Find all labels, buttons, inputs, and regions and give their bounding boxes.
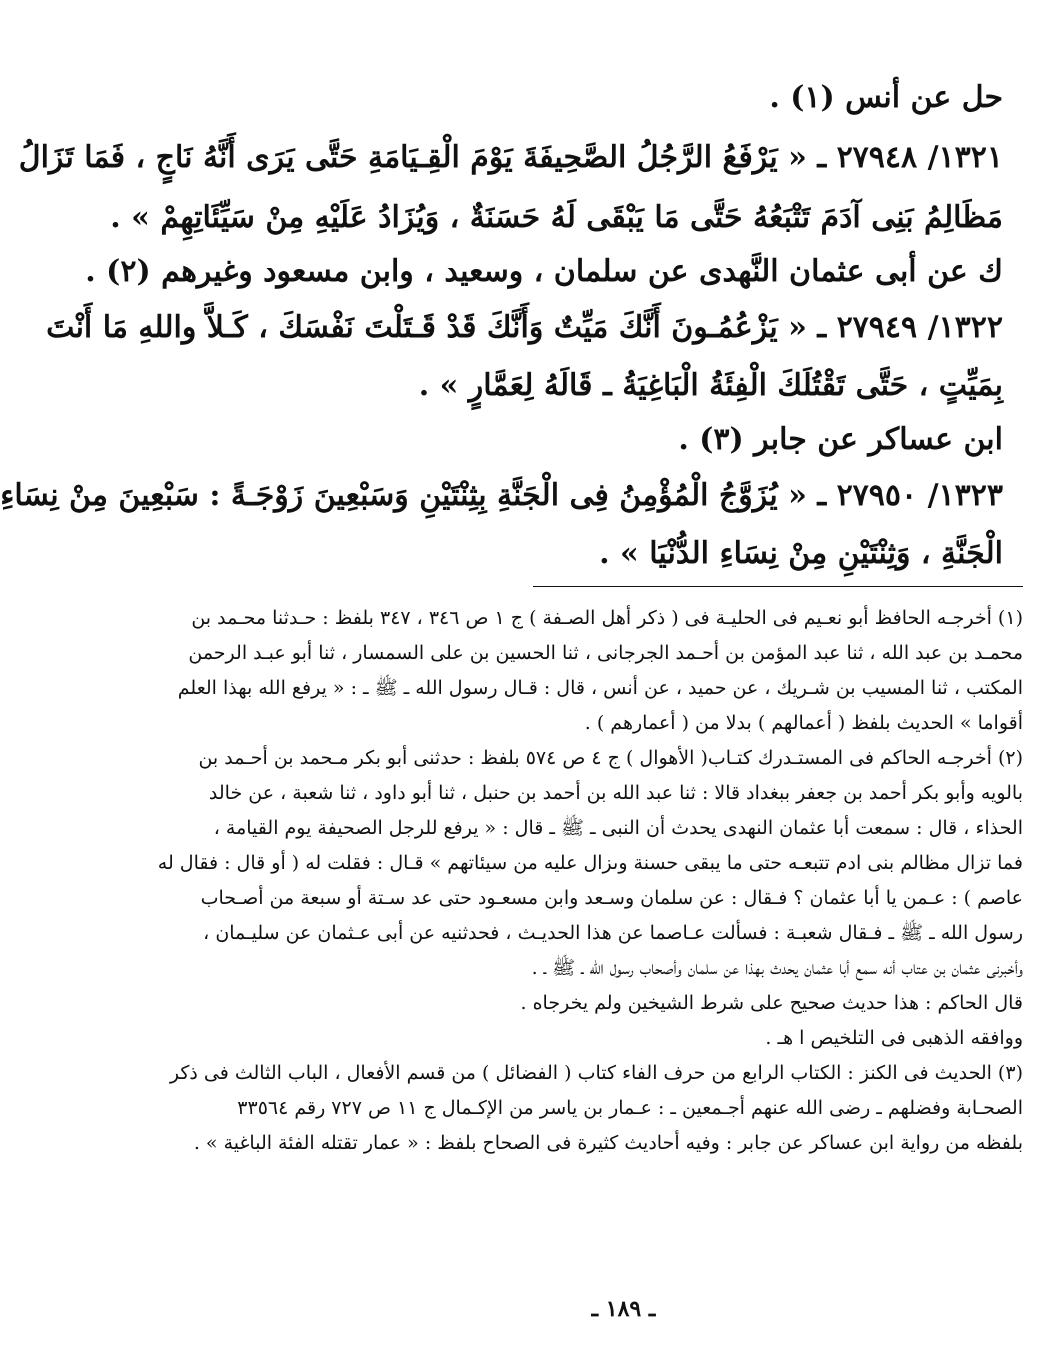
hadith-1321-source: ك عن أبى عثمان النَّهدى عن سلمان ، وسعيد ، وابن مسعود وغيرهم (٢) .	[85, 254, 1003, 289]
footnote-3-line-3: بلفظه من رواية ابن عساكر عن جابر : وفيه أحاديث كثيرة فى الصحاح بلفظ : « عمار تقتله الفئة الباغية » .	[193, 1132, 1023, 1154]
hadith-1322-line-2: بِمَيِّتٍ ، حَتَّى تَقْتُلَكَ الْفِئَةُ الْبَاغِيَةُ ـ قَالَهُ لِعَمَّارٍ » .	[418, 368, 1003, 403]
footnote-2-line-8: قال الحاكم : هذا حديث صحيح على شرط الشيخين ولم يخرجاه .	[520, 992, 1023, 1014]
hadith-1323-line-2: الْجَنَّةِ ، وَثِنْتَيْنِ مِنْ نِسَاءِ الدُّنْيَا » .	[599, 536, 1003, 571]
footnote-1-line-2: محمـد بن عبد الله ، ثنا عبد المؤمن بن أحـمد الجرجانى ، ثنا الحسين بن على السمسار ، ثنا أبو عبـد الرحمن	[188, 642, 1023, 664]
hadith-1322-source: ابن عساكر عن جابر (٣) .	[678, 422, 1003, 457]
footnote-2-line-2: بالويه وأبو بكر أحمد بن جعفر ببغداد قالا : ثنا عبد الله بن أحمد بن حنبل ، ثنا أبو داود ، ثنا شعبة ، عن خالد	[208, 782, 1023, 804]
footnote-2-line-3: الحذاء ، قال : سمعت أبا عثمان النهدى يحدث أن النبى ـ ﷺ ـ قال : « يرفع للرجل الصحيفة يوم القيامة ،	[213, 817, 1023, 839]
hadith-1322-line-1: ١٣٢٢/ ٢٧٩٤٩ ـ « يَزْعُمُـونَ أَنَّكَ مَيِّتٌ وَأَنَّكَ قَدْ قَـتَلْتَ نَفْسَكَ ، كَـلاَّ واللهِ مَا أَنْتَ	[46, 310, 1003, 345]
hadith-1321-line-2: مَظَالِمُ بَنِى آدَمَ تَتْبَعُهُ حَتَّى مَا يَبْقَى لَهُ حَسَنَةٌ ، وَيُزَادُ عَلَيْهِ مِنْ سَيِّئَاتِهِمْ » .	[110, 200, 1003, 235]
hadith-1321-line-1: ١٣٢١/ ٢٧٩٤٨ ـ « يَرْفَعُ الرَّجُلُ الصَّحِيفَةَ يَوْمَ الْقِـيَامَةِ حَتَّى يَرَى أَنَّهُ نَاجٍ ، فَمَا تَزَالُ	[18, 140, 1003, 175]
footnote-1-line-4: أقواما » الحديث بلفظ ( أعمالهم ) بدلا من ( أعمارهم ) .	[584, 712, 1023, 734]
page-number: ـ ١٨٩ ـ	[591, 1296, 656, 1322]
footnote-2-line-6: رسول الله ـ ﷺ ـ فـقال شعبـة : فسألت عـاصما عن هذا الحديـث ، فحدثنيه عن أبى عـثمان عن سليـمان ،	[203, 922, 1023, 944]
footnote-1-line-1: (١) أخرجـه الحافظ أبو نعـيم فى الحليـة فى ( ذكر أهل الصـفة ) ج ١ ص ٣٤٦ ، ٣٤٧ بلفظ : حـدثنا محـمد بن	[191, 607, 1023, 629]
footnote-divider	[533, 586, 1023, 587]
footnote-1-line-3: المكتب ، ثنا المسيب بن شـريك ، عن حميد ، عن أنس ، قال : قـال رسول الله ـ ﷺ ـ : « يرفع الله بهذا العلم	[177, 677, 1023, 699]
footnote-2-line-7: وأخبرنى عثمان بن عتاب أنه سمع أبا عثمان يحدث بهذا عن سلمان وأصحاب رسول الله ـ ﷺ ـ .	[531, 957, 1023, 979]
footnote-2-line-5: عاصم ) : عـمن يا أبا عثمان ؟ فـقال : عن سلمان وسـعد وابن مسعـود حتى عد سـتة أو سبعة من أصـحاب	[200, 887, 1023, 909]
footnote-2-line-9: ووافقه الذهبى فى التلخيص ا هـ .	[765, 1027, 1023, 1049]
footnote-3-line-1: (٣) الحديث فى الكنز : الكتاب الرابع من حرف الفاء كتاب ( الفضائل ) من قسم الأفعال ، الباب الثالث فى ذكر	[169, 1062, 1023, 1084]
hadith-1323-line-1: ١٣٢٣/ ٢٧٩٥٠ ـ « يُزَوَّجُ الْمُؤْمِنُ فِى الْجَنَّةِ بِثِنْتَيْنِ وَسَبْعِينَ زَوْجَـةً : سَبْعِينَ مِنْ نِسَاءِ	[0, 478, 1003, 513]
main-line-1: حل عن أنس (١) .	[769, 80, 1003, 115]
footnote-2-line-1: (٢) أخرجـه الحاكم فى المستـدرك كتـاب( الأهوال ) ج ٤ ص ٥٧٤ بلفظ : حدثنى أبو بكر مـحمد بن أحـمد بن	[198, 747, 1023, 769]
footnote-2-line-4: فما تزال مظالم بنى ادم تتبعـه حتى ما يبقى حسنة وىزال عليه من سيئاتهم » قـال : فقلت له ( أو قال : فقال له	[157, 852, 1023, 874]
footnote-3-line-2: الصحـابة وفضلهم ـ رضى الله عنهم أجـمعين ـ : عـمار بن ياسر من الإكـمال ج ١١ ص ٧٢٧ رقم ٣٣٥٦٤	[237, 1097, 1023, 1119]
